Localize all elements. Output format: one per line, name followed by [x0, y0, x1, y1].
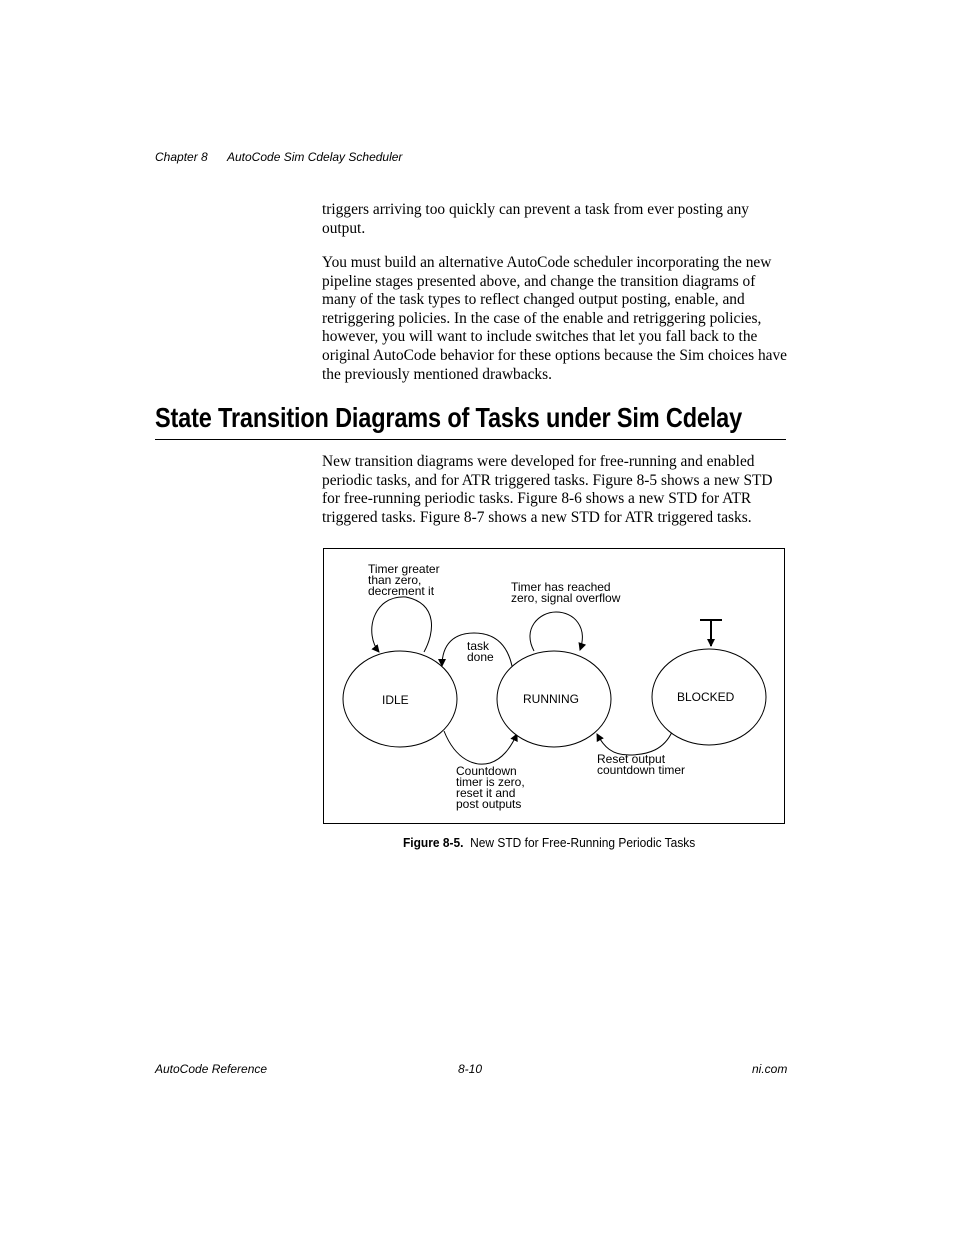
state-running-label: RUNNING	[523, 692, 579, 706]
body-paragraph-1: triggers arriving too quickly can prevent a task from ever posting any output.	[322, 201, 749, 237]
countdown-line-4: post outputs	[456, 797, 522, 811]
task-done-line-2: done	[467, 650, 494, 664]
state-transition-diagram	[323, 548, 785, 824]
timer-reached-line-1: Timer has reached	[511, 580, 611, 594]
figure-caption-number: Figure 8-5.	[403, 835, 464, 850]
body-paragraph-3: New transition diagrams were developed for free-running and enabled periodic tasks, and for ATR triggered tasks. Figure 8-5 shows a new STD for free-running periodic tasks. Figure 8-6 shows a new STD for ATR triggered tasks. Figure 8-7 shows a new STD for ATR triggered tasks.	[322, 453, 773, 526]
figure-caption	[403, 835, 695, 850]
footer-book-title: AutoCode Reference	[155, 1062, 268, 1076]
diagram-canvas	[324, 549, 786, 825]
countdown-arrow	[444, 731, 517, 764]
state-blocked-label: BLOCKED	[677, 690, 735, 704]
idle-self-loop-arrow	[372, 597, 432, 652]
reset-output-line-2: countdown timer	[597, 763, 686, 777]
heading-rule	[155, 439, 786, 440]
footer-page-number: 8-10	[458, 1062, 483, 1076]
timer-greater-line-3: decrement it	[368, 584, 435, 598]
timer-greater-line-2: than zero,	[368, 573, 422, 587]
timer-reached-line-2: zero, signal overflow	[511, 591, 621, 605]
reset-output-line-1: Reset output	[597, 752, 666, 766]
task-done-line-1: task	[467, 639, 490, 653]
chapter-label: Chapter 8	[155, 150, 208, 164]
timer-greater-line-1: Timer greater	[368, 562, 440, 576]
running-self-loop-arrow	[530, 612, 582, 651]
countdown-line-1: Countdown	[456, 764, 517, 778]
figure-caption-text: New STD for Free-Running Periodic Tasks	[470, 835, 696, 850]
countdown-line-2: timer is zero,	[456, 775, 525, 789]
footer-website: ni.com	[752, 1062, 788, 1076]
section-label: AutoCode Sim Cdelay Scheduler	[227, 150, 403, 164]
body-paragraph-2: You must build an alternative AutoCode scheduler incorporating the new pipeline stages presented above, and change the transition diagrams of many of the task types to reflect changed output posting, enable, and retriggering policies. In the case of the enable and retriggering policies, however, you will want to include switches that let you fall back to the original AutoCode behavior for these options because the Sim choices have the previously mentioned drawbacks.	[322, 254, 788, 383]
countdown-line-3: reset it and	[456, 786, 516, 800]
section-heading: State Transition Diagrams of Tasks under Sim Cdelay	[155, 402, 743, 433]
state-idle-label: IDLE	[382, 693, 409, 707]
